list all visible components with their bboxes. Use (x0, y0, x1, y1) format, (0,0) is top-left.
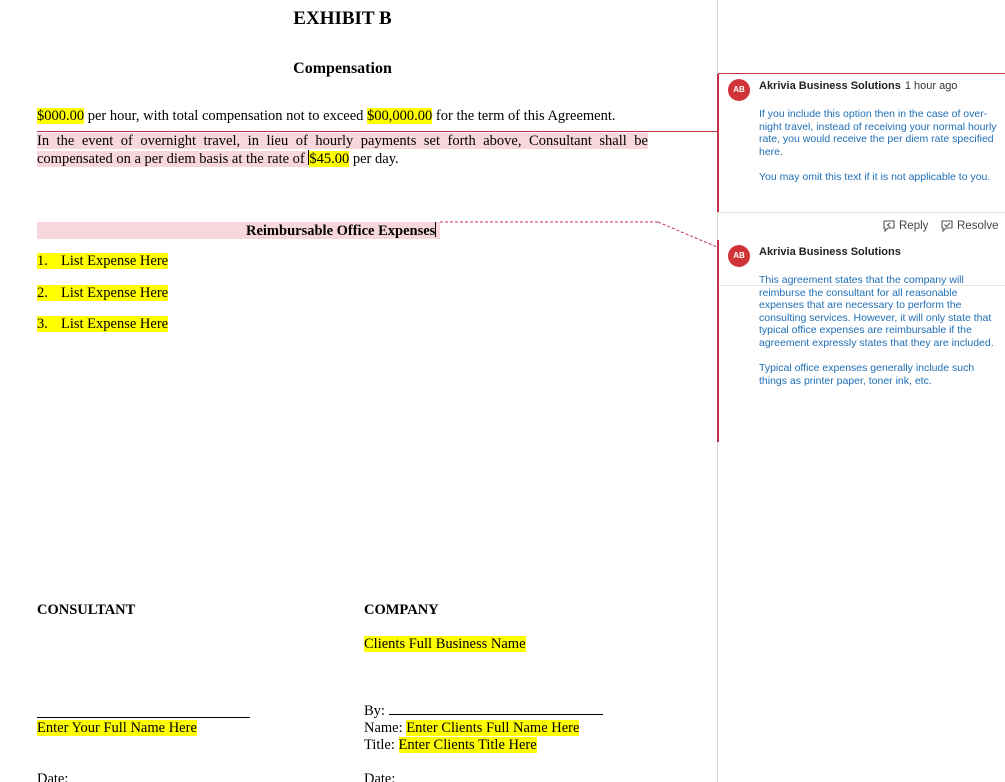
reimbursable-title[interactable]: Reimbursable Office Expenses (246, 223, 436, 239)
company-name-field[interactable]: Enter Clients Full Name Here (406, 720, 580, 736)
reply-button[interactable]: Reply (882, 219, 928, 232)
resolve-button[interactable]: Resolve (940, 219, 999, 232)
section-title: Compensation (293, 60, 392, 77)
comment-author: Akrivia Business Solutions 1 hour ago (759, 80, 958, 92)
consultant-heading: CONSULTANT (37, 602, 136, 618)
cap-text: for the term of this Agreement. (432, 108, 616, 124)
expense-item[interactable]: 2. List Expense Here (37, 285, 169, 301)
company-by-line[interactable]: By: (364, 703, 603, 720)
comment-card[interactable] (718, 73, 1005, 232)
consultant-signature-line (37, 717, 250, 718)
travel-text-line1: In the event of overnight travel, in lieu of hourly payments set forth above, Consultant shall be (37, 133, 648, 149)
reply-icon (882, 219, 896, 232)
expense-item[interactable]: 3. List Expense Here (37, 316, 169, 332)
rate-text: per hour, with total compensation not to exceed (84, 108, 368, 124)
company-title-field[interactable]: Enter Clients Title Here (398, 737, 537, 753)
travel-text-line2: compensated on a per diem basis at the rate of (37, 151, 309, 167)
comment-body: This agreement states that the company will reimburse the consultant for all reasonable expenses that are necessary to perform the consulting services. However, it will only state that typical office expenses are reimbursable if the agreement expressly states that they are included. Typical office expenses generally include such things as printer paper, toner ink, etc. (759, 274, 994, 387)
company-signature-line (389, 714, 603, 715)
per-diem-amount-field[interactable]: $45.00 (309, 151, 350, 167)
comment-actions-divider (718, 212, 1005, 213)
avatar: AB (728, 79, 750, 101)
text-cursor (435, 222, 436, 237)
comment-card[interactable] (718, 240, 1005, 442)
comments-pane (717, 0, 1005, 782)
per-diem-suffix: per day. (349, 151, 399, 167)
company-date-label: Date: (364, 771, 396, 782)
travel-paragraph[interactable] (37, 132, 648, 168)
exhibit-title: EXHIBIT B (293, 8, 392, 29)
rate-amount-field[interactable]: $000.00 (37, 108, 85, 124)
consultant-name-field[interactable]: Enter Your Full Name Here (37, 720, 197, 736)
company-title-line[interactable]: Title: Enter Clients Title Here (364, 737, 537, 753)
company-business-name-field[interactable]: Clients Full Business Name (364, 636, 526, 652)
resolve-icon (940, 219, 954, 232)
comment-body: If you include this option then in the case of over-night travel, instead of receiving your normal hourly rate, you would receive the per diem rate specified here. You may omit this text if it is not applicable to you. (759, 108, 997, 183)
company-name-line[interactable]: Name: Enter Clients Full Name Here (364, 720, 580, 736)
company-heading: COMPANY (364, 602, 439, 618)
expense-item[interactable]: 1. List Expense Here (37, 253, 169, 269)
compensation-paragraph[interactable] (37, 108, 616, 125)
comment-time: 1 hour ago (904, 80, 958, 92)
consultant-date-label: Date: (37, 771, 69, 782)
comment-author: Akrivia Business Solutions (759, 246, 901, 258)
cap-amount-field[interactable]: $00,000.00 (367, 108, 433, 124)
avatar: AB (728, 245, 750, 267)
